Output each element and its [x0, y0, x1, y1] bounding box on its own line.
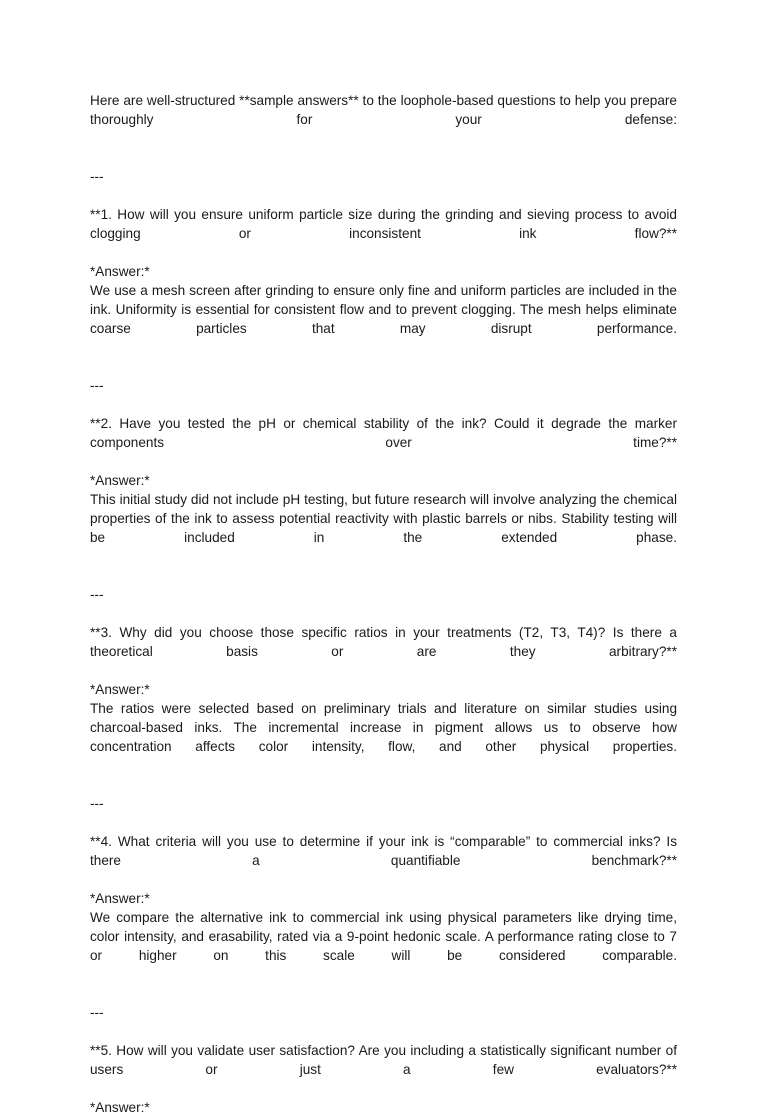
spacer — [90, 813, 677, 832]
spacer — [90, 1022, 677, 1041]
question-3: **3. Why did you choose those specific ratios in your treatments (T2, T3, T4)? Is there a theoretical basis or are they arbitrary?** — [90, 625, 677, 659]
spacer — [90, 395, 677, 414]
intro-paragraph: Here are well-structured **sample answers** to the loophole-based questions to help you prepare thoroughly for your defense: — [90, 93, 677, 127]
question-4: **4. What criteria will you use to determine if your ink is “comparable” to commercial inks? Is there a quantifiable benchmark?** — [90, 834, 677, 868]
answer-2: This initial study did not include pH testing, but future research will involve analyzing the chemical properties of the ink to assess potential reactivity with plastic barrels or nibs. Stability testing will be included in the extended phase. — [90, 492, 677, 545]
spacer — [90, 186, 677, 205]
answer-label-2: *Answer:* — [90, 473, 150, 488]
separator: --- — [90, 1005, 104, 1020]
answer-3: The ratios were selected based on preliminary trials and literature on similar studies using charcoal-based inks. The incremental increase in pigment allows us to observe how concentration affects color intensity, flow, and other physical properties. — [90, 701, 677, 754]
document-body — [90, 91, 677, 1117]
question-2: **2. Have you tested the pH or chemical stability of the ink? Could it degrade the marker components over time?** — [90, 416, 677, 450]
answer-label-4: *Answer:* — [90, 891, 150, 906]
question-1: **1. How will you ensure uniform particle size during the grinding and sieving process to avoid clogging or inconsistent ink flow?** — [90, 207, 677, 241]
separator: --- — [90, 796, 104, 811]
spacer — [90, 566, 677, 585]
spacer — [90, 984, 677, 1003]
spacer — [90, 775, 677, 794]
separator: --- — [90, 169, 104, 184]
spacer — [90, 357, 677, 376]
spacer — [90, 604, 677, 623]
answer-1: We use a mesh screen after grinding to ensure only fine and uniform particles are included in the ink. Uniformity is essential for consistent flow and to prevent clogging. The mesh helps eliminate coarse particles that may disrupt performance. — [90, 283, 677, 336]
separator: --- — [90, 378, 104, 393]
spacer — [90, 148, 677, 167]
separator: --- — [90, 587, 104, 602]
answer-4: We compare the alternative ink to commercial ink using physical parameters like drying time, color intensity, and erasability, rated via a 9-point hedonic scale. A performance rating close to 7 or higher on this scale will be considered comparable. — [90, 910, 677, 963]
question-5: **5. How will you validate user satisfaction? Are you including a statistically significant number of users or just a few evaluators?** — [90, 1043, 677, 1077]
answer-label-1: *Answer:* — [90, 264, 150, 279]
answer-label-5: *Answer:* — [90, 1100, 150, 1115]
answer-label-3: *Answer:* — [90, 682, 150, 697]
